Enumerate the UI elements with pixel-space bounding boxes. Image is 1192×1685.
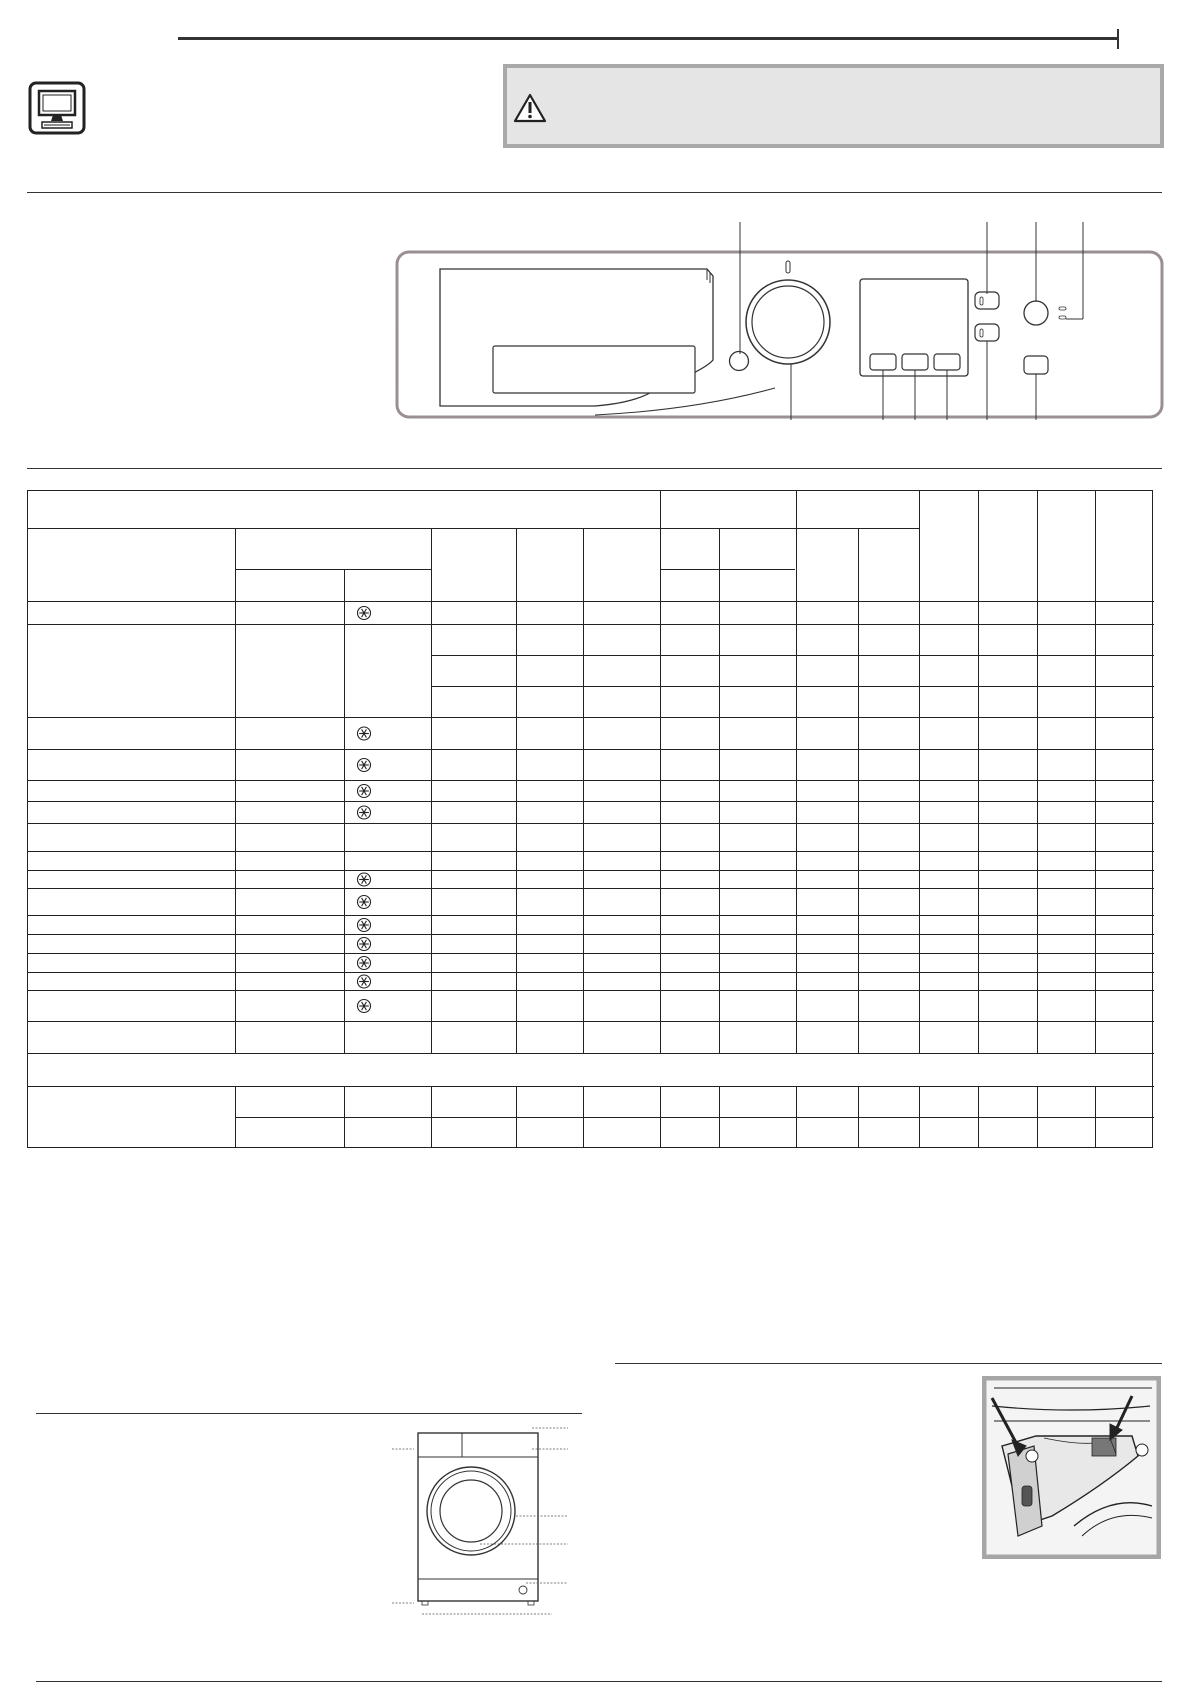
snowflake-icon <box>358 806 371 819</box>
snowflake-icon <box>358 1000 371 1013</box>
snowflake-icon <box>358 975 371 988</box>
snowflake-icon <box>358 873 371 886</box>
snowflake-icon <box>358 785 371 798</box>
section-rule-appliance <box>36 1413 582 1414</box>
programme-table <box>27 490 1154 1148</box>
detergent-drawer-photo <box>982 1376 1161 1559</box>
snowflake-icon <box>358 607 371 620</box>
snowflake-icon <box>358 957 371 970</box>
control-panel-diagram <box>395 220 1165 430</box>
section-rule-control-panel <box>27 192 1162 193</box>
snowflake-icon <box>358 759 371 772</box>
snowflake-icon <box>358 938 371 951</box>
header-rule-tick <box>1117 29 1119 49</box>
computer-icon <box>28 81 86 135</box>
snowflake-icon <box>358 896 371 909</box>
washing-machine-front-diagram <box>392 1420 574 1630</box>
warning-box <box>503 64 1164 148</box>
snowflake-icon <box>358 727 371 740</box>
section-rule-drawer <box>615 1363 1162 1364</box>
footer-rule <box>36 1681 1162 1682</box>
programme-table-grid <box>27 490 1154 1148</box>
header-rule <box>178 37 1118 40</box>
section-rule-table <box>27 468 1162 469</box>
snowflake-icon <box>358 919 371 932</box>
warning-triangle-icon <box>513 93 547 123</box>
